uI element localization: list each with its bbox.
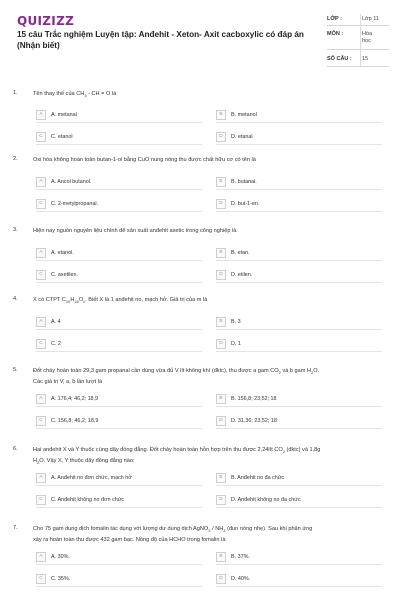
page-title: 15 câu Trắc nghiệm Luyện tập: Anđehit - Xeton- Axit cacboxylic có đáp án (Nhận biết) <box>17 30 304 50</box>
option-a[interactable] <box>36 394 202 407</box>
option-b[interactable] <box>216 317 382 330</box>
option-text: B. butanal. <box>231 179 257 185</box>
option-a[interactable] <box>36 177 202 190</box>
option-c[interactable] <box>36 132 202 145</box>
option-text: B. 37%. <box>231 554 250 560</box>
option-text: D. etanal <box>231 134 253 140</box>
meta-class-value: Lớp 11 <box>362 16 379 22</box>
option-d[interactable] <box>216 270 382 283</box>
option-a[interactable] <box>36 552 202 565</box>
quizizz-logo: QUIZIZZ <box>17 14 75 28</box>
option-text: C. axetilen. <box>51 272 78 278</box>
option-b[interactable] <box>216 110 382 123</box>
option-c[interactable] <box>36 574 202 587</box>
option-text: A. etanol. <box>51 250 74 256</box>
option-letter: A <box>39 396 43 401</box>
question-text: Hai anđehit X và Y thuộc cùng dãy đồng đẳng. Đốt cháy hoàn toàn hỗn hợp trên thu được 2,24lít $CO_2$ (đktc) và 1,8g $H_2O$. Vậy X, Y thuộc dãy đồng đẳng nào: <box>33 447 321 465</box>
option-letter: D <box>219 201 223 206</box>
option-d[interactable] <box>216 416 382 429</box>
option-letter: C <box>39 497 43 502</box>
option-text: A. 176,4; 46,2; 18,9 <box>51 396 99 402</box>
option-a[interactable] <box>36 248 202 261</box>
meta-count-value: 15 <box>362 56 369 62</box>
option-text: C. etanol <box>51 134 73 140</box>
option-letter: C <box>39 201 43 206</box>
option-text: C. 35%. <box>51 576 71 582</box>
option-letter: D <box>219 576 223 581</box>
option-letter: A <box>39 112 43 117</box>
option-b[interactable] <box>216 552 382 565</box>
meta-subject-value-1: Hóa <box>362 31 373 37</box>
option-text: B. metanol <box>231 112 257 118</box>
option-letter: B <box>219 554 223 559</box>
option-c[interactable] <box>36 199 202 212</box>
option-text: A. 30%. <box>51 554 70 560</box>
option-a[interactable] <box>36 110 202 123</box>
option-c[interactable] <box>36 495 202 508</box>
option-letter: C <box>39 576 43 581</box>
option-d[interactable] <box>216 339 382 352</box>
option-text: D. but-1-en. <box>231 201 260 207</box>
question-number: 3. <box>13 227 18 233</box>
option-text: B. etan. <box>231 250 250 256</box>
option-text: D. Anđehit không no đa chức <box>231 497 301 503</box>
option-letter: D <box>219 272 223 277</box>
option-letter: D <box>219 497 223 502</box>
option-text: B. 156,8; 23,52; 18 <box>231 396 277 402</box>
question-text: Tên thay thế của $CH_3$ - CH = O là <box>33 91 117 99</box>
question-number: 2. <box>13 156 18 162</box>
question-number: 6. <box>13 446 18 452</box>
option-letter: D <box>219 341 223 346</box>
option-letter: C <box>39 134 43 139</box>
option-text: C. 156,8; 46,2; 18,9 <box>51 418 99 424</box>
option-text: A. Anđehit no đơn chức, mạch hở <box>51 475 132 481</box>
option-letter: A <box>39 475 43 480</box>
option-d[interactable] <box>216 495 382 508</box>
option-letter: D <box>219 418 223 423</box>
option-c[interactable] <box>36 416 202 429</box>
meta-class-label: LỚP : <box>327 16 342 22</box>
option-letter: A <box>39 319 43 324</box>
option-text: C. 2-metylpropanal. <box>51 201 99 207</box>
option-letter: A <box>39 179 43 184</box>
question-number: 4. <box>13 296 18 302</box>
option-text: D. 31,36; 23,52; 18 <box>231 418 277 424</box>
option-letter: C <box>39 341 43 346</box>
option-b[interactable] <box>216 473 382 486</box>
option-c[interactable] <box>36 270 202 283</box>
question-text: Đốt cháy hoàn toàn 29,3 gam propanal cần dùng vừa đủ V lít không khí (đktc), thu được a gam $CO_2$ và b gam $H_2O$. Các giá trị V, a, b lần lượt là <box>33 368 320 385</box>
meta-subject-value-2: học <box>362 38 371 44</box>
option-text: D. 1 <box>231 341 241 347</box>
option-letter: B <box>219 112 223 117</box>
option-letter: B <box>219 475 223 480</box>
option-b[interactable] <box>216 177 382 190</box>
question-number: 7. <box>13 525 18 531</box>
option-text: C. 2 <box>51 341 61 347</box>
question-text: X có CTPT $C_{10}H_{16}O_x$. Biết X là 1 anđehit no, mạch hở. Giá trị của m là <box>33 297 208 305</box>
page-header <box>0 0 400 78</box>
option-c[interactable] <box>36 339 202 352</box>
option-letter: B <box>219 179 223 184</box>
question-number: 1. <box>13 90 18 96</box>
meta-subject-label: MÔN : <box>327 31 344 37</box>
option-text: B. 3 <box>231 319 241 325</box>
option-text: A. metanal <box>51 112 77 118</box>
option-letter: B <box>219 319 223 324</box>
option-letter: A <box>39 554 43 559</box>
option-a[interactable] <box>36 317 202 330</box>
option-d[interactable] <box>216 132 382 145</box>
option-d[interactable] <box>216 199 382 212</box>
option-text: B. Anđehit no đa chức <box>231 475 285 481</box>
option-b[interactable] <box>216 394 382 407</box>
option-letter: B <box>219 396 223 401</box>
option-a[interactable] <box>36 473 202 486</box>
option-text: D. etilen. <box>231 272 253 278</box>
question-number: 5. <box>13 367 18 373</box>
meta-count-label: SỐ CÂU : <box>327 56 352 62</box>
option-letter: C <box>39 418 43 423</box>
question-text: Cho 75 gam dung dịch fomalin tác dụng với lượng dư dung dịch AgNO$_3$ / $NH_3$ (đun nóng nhẹ). Sau khi phản ứng xảy ra hoàn toàn thu được 432 gam bạc. Nồng độ của HCHO trong fomalin là <box>33 526 313 543</box>
option-letter: A <box>39 250 43 255</box>
option-text: D. 40%. <box>231 576 251 582</box>
option-text: A. 4 <box>51 319 61 325</box>
question-text: Oxi hóa không hoàn toàn butan-1-ol bằng CuO nung nóng thu được chất hữu cơ có tên là <box>33 157 256 163</box>
meta-divider <box>360 14 361 66</box>
option-letter: C <box>39 272 43 277</box>
question-text: Hiện nay nguồn nguyên liệu chính để sản xuất anđehit axetic trong công nghiệp là <box>33 228 237 234</box>
option-letter: B <box>219 250 223 255</box>
option-text: C. Anđehit không no đơn chức <box>51 497 125 503</box>
option-d[interactable] <box>216 574 382 587</box>
option-letter: D <box>219 134 223 139</box>
option-b[interactable] <box>216 248 382 261</box>
option-text: A. Ancol butanol. <box>51 179 92 185</box>
